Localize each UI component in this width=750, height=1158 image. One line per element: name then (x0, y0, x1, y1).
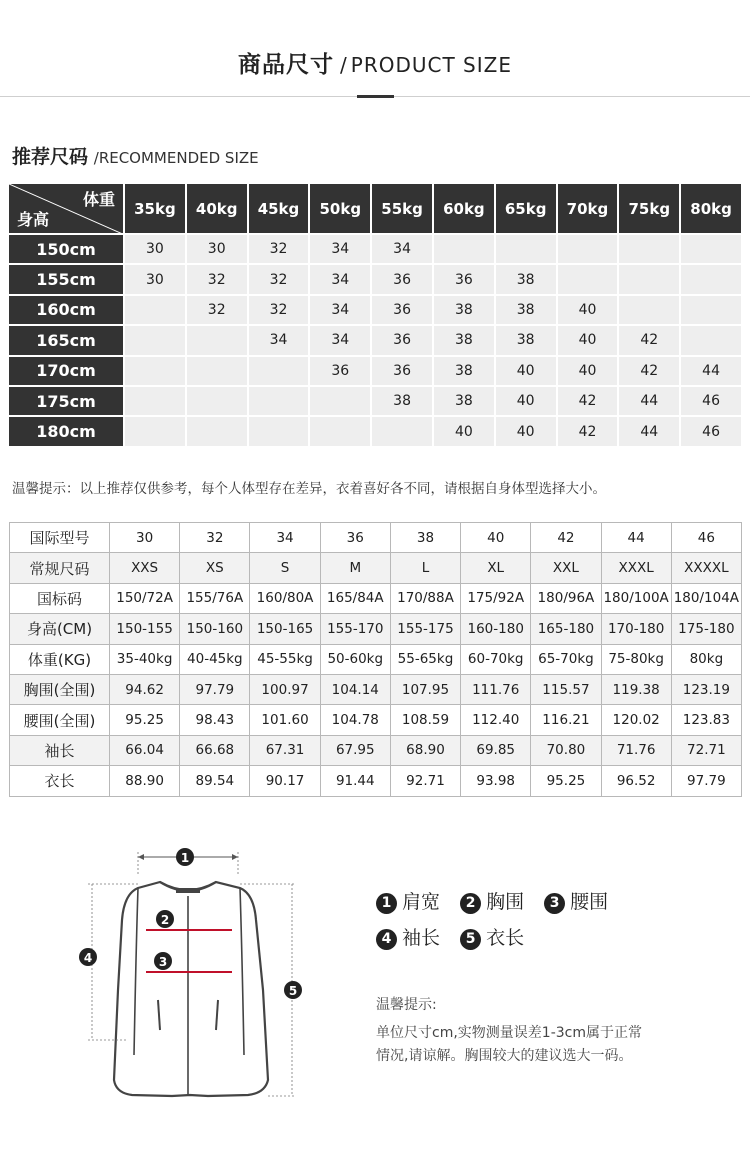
recommended-cell: 42 (558, 387, 620, 417)
recommended-cell (681, 265, 743, 295)
height-header: 150cm (9, 235, 125, 265)
tip-line-2: 情况,请谅解。胸围较大的建议选大一码。 (376, 1048, 633, 1064)
recommended-cell: 32 (187, 265, 249, 295)
chart-row (10, 523, 742, 553)
recommended-cell: 38 (434, 357, 496, 387)
marker-1-text: 1 (180, 851, 190, 865)
recommended-cell: 44 (681, 357, 743, 387)
chart-cell: 35-40kg (110, 644, 180, 674)
chart-cell: 104.14 (320, 674, 390, 704)
marker-1 (176, 848, 194, 866)
chart-cell: 44 (601, 523, 671, 553)
recommended-cell: 32 (249, 296, 311, 326)
chart-cell: 55-65kg (390, 644, 460, 674)
recommended-cell (619, 296, 681, 326)
recommended-cell: 30 (187, 235, 249, 265)
chart-cell: 150-155 (110, 614, 180, 644)
recommended-cell: 38 (496, 296, 558, 326)
chart-cell: 150/72A (110, 583, 180, 613)
chart-cell: 68.90 (390, 735, 460, 765)
chart-cell: XXXL (601, 553, 671, 583)
chart-row-label: 国标码 (10, 583, 110, 613)
chart-cell: 155/76A (180, 583, 250, 613)
height-header: 175cm (9, 387, 125, 417)
chart-cell: XXS (110, 553, 180, 583)
chart-cell: 170-180 (601, 614, 671, 644)
chart-cell: 60-70kg (461, 644, 531, 674)
weight-header: 35kg (125, 184, 187, 235)
chart-cell: 36 (320, 523, 390, 553)
recommended-cell: 40 (496, 387, 558, 417)
recommended-title (12, 144, 259, 171)
recommended-cell: 34 (310, 235, 372, 265)
recommended-cell: 30 (125, 235, 187, 265)
recommended-row (9, 296, 743, 326)
recommended-cell: 40 (558, 296, 620, 326)
marker-3 (154, 952, 172, 970)
recommended-row (9, 417, 743, 447)
recommended-cell: 34 (310, 326, 372, 356)
chart-cell: 160-180 (461, 614, 531, 644)
recommended-cell: 32 (249, 235, 311, 265)
recommended-cell: 38 (434, 326, 496, 356)
marker-5 (284, 981, 302, 999)
chart-row (10, 553, 742, 583)
height-header: 165cm (9, 326, 125, 356)
chart-row-label: 衣长 (10, 766, 110, 796)
chart-cell: 160/80A (250, 583, 320, 613)
chart-cell: 98.43 (180, 705, 250, 735)
marker-2 (156, 910, 174, 928)
chart-cell: L (390, 553, 460, 583)
recommended-cell: 46 (681, 387, 743, 417)
garment-diagram (60, 840, 320, 1110)
recommended-cell (681, 235, 743, 265)
chart-cell: 40-45kg (180, 644, 250, 674)
recommended-cell: 44 (619, 417, 681, 447)
chart-cell: 175/92A (461, 583, 531, 613)
page-title (0, 50, 750, 81)
chart-row (10, 735, 742, 765)
recommended-title-separator: / (93, 149, 99, 167)
page-title-en: PRODUCT SIZE (350, 53, 512, 77)
recommended-cell: 34 (310, 265, 372, 295)
chart-cell: 67.31 (250, 735, 320, 765)
legend-item-waist: 3 腰围 (544, 891, 608, 913)
marker-5-text: 5 (288, 984, 298, 998)
recommended-cell (372, 417, 434, 447)
chart-cell: 104.78 (320, 705, 390, 735)
chart-cell: XXXXL (671, 553, 741, 583)
chart-cell: 150-165 (250, 614, 320, 644)
chart-cell: 170/88A (390, 583, 460, 613)
chart-cell: 75-80kg (601, 644, 671, 674)
chart-cell: 71.76 (601, 735, 671, 765)
chart-cell: 180/100A (601, 583, 671, 613)
chart-cell: XXL (531, 553, 601, 583)
legend-item-length: 5 衣长 (460, 927, 524, 949)
weight-header: 75kg (619, 184, 681, 235)
header-band (0, 0, 750, 97)
recommended-cell (558, 235, 620, 265)
recommended-cell (187, 357, 249, 387)
title-underline (357, 95, 394, 98)
page-title-separator: / (340, 53, 347, 77)
recommended-cell: 34 (372, 235, 434, 265)
measurement-legend (376, 884, 622, 956)
recommended-cell (681, 326, 743, 356)
chart-cell: 180/96A (531, 583, 601, 613)
chart-cell: 119.38 (601, 674, 671, 704)
weight-header: 50kg (310, 184, 372, 235)
chart-cell: 90.17 (250, 766, 320, 796)
recommended-cell (249, 417, 311, 447)
chart-cell: 123.83 (671, 705, 741, 735)
chart-row-label: 体重(KG) (10, 644, 110, 674)
recommended-cell (125, 357, 187, 387)
chart-cell: 66.68 (180, 735, 250, 765)
chart-cell: 88.90 (110, 766, 180, 796)
chart-cell: S (250, 553, 320, 583)
chart-cell: 30 (110, 523, 180, 553)
recommended-title-zh: 推荐尺码 (12, 146, 89, 168)
chart-cell: 155-170 (320, 614, 390, 644)
chart-cell: 69.85 (461, 735, 531, 765)
recommended-cell: 36 (372, 326, 434, 356)
recommended-cell (434, 235, 496, 265)
legend-row-2 (376, 920, 622, 956)
chart-cell: 150-160 (180, 614, 250, 644)
weight-header: 65kg (496, 184, 558, 235)
chart-cell: 91.44 (320, 766, 390, 796)
recommended-cell: 40 (558, 357, 620, 387)
recommended-cell (125, 417, 187, 447)
chart-cell: 123.19 (671, 674, 741, 704)
chart-cell: 32 (180, 523, 250, 553)
height-header: 180cm (9, 417, 125, 447)
chart-cell: 115.57 (531, 674, 601, 704)
recommended-row (9, 235, 743, 265)
recommended-row (9, 387, 743, 417)
recommended-header-row (9, 184, 743, 235)
chart-cell: 155-175 (390, 614, 460, 644)
chart-cell: 38 (390, 523, 460, 553)
height-header: 155cm (9, 265, 125, 295)
chart-row-label: 身高(CM) (10, 614, 110, 644)
recommended-cell (496, 235, 558, 265)
recommended-cell: 38 (434, 387, 496, 417)
chart-cell: 94.62 (110, 674, 180, 704)
chart-cell: 97.79 (180, 674, 250, 704)
chart-row-label: 常规尺码 (10, 553, 110, 583)
recommended-cell: 32 (249, 265, 311, 295)
collar-label (176, 888, 200, 893)
chart-cell: 95.25 (531, 766, 601, 796)
chart-cell: XS (180, 553, 250, 583)
chart-cell: XL (461, 553, 531, 583)
weight-label: 体重 (82, 190, 115, 209)
recommended-cell: 36 (310, 357, 372, 387)
recommended-cell: 36 (372, 296, 434, 326)
chart-cell: 92.71 (390, 766, 460, 796)
chart-cell: 66.04 (110, 735, 180, 765)
height-header: 160cm (9, 296, 125, 326)
recommended-cell: 38 (496, 265, 558, 295)
recommended-cell (310, 417, 372, 447)
weight-header: 45kg (249, 184, 311, 235)
chart-cell: 67.95 (320, 735, 390, 765)
chart-row (10, 674, 742, 704)
chart-cell: 97.79 (671, 766, 741, 796)
recommended-cell: 42 (619, 326, 681, 356)
chart-cell: 89.54 (180, 766, 250, 796)
recommended-cell (619, 235, 681, 265)
chart-cell: 116.21 (531, 705, 601, 735)
recommended-size-grid (9, 184, 743, 448)
recommended-title-en: RECOMMENDED SIZE (98, 149, 259, 167)
recommended-cell: 44 (619, 387, 681, 417)
chart-cell: 180/104A (671, 583, 741, 613)
recommended-row (9, 265, 743, 295)
page-title-zh: 商品尺寸 (238, 52, 335, 78)
legend-item-shoulder: 1 肩宽 (376, 891, 440, 913)
recommended-cell: 40 (496, 357, 558, 387)
chart-cell: 45-55kg (250, 644, 320, 674)
recommended-cell: 38 (372, 387, 434, 417)
recommended-cell: 42 (619, 357, 681, 387)
chart-cell: 95.25 (110, 705, 180, 735)
legend-item-chest: 2 胸围 (460, 891, 524, 913)
chart-cell: 80kg (671, 644, 741, 674)
chart-cell: 72.71 (671, 735, 741, 765)
chart-cell: 34 (250, 523, 320, 553)
chart-cell: 120.02 (601, 705, 671, 735)
tip-line-1: 单位尺寸cm,实物测量误差1-3cm属于正常 (376, 1025, 642, 1041)
size-chart-table (9, 522, 742, 797)
chart-cell: 165-180 (531, 614, 601, 644)
recommended-cell: 32 (187, 296, 249, 326)
chart-cell: 40 (461, 523, 531, 553)
weight-header: 55kg (372, 184, 434, 235)
recommended-cell (249, 357, 311, 387)
recommended-cell (681, 296, 743, 326)
chart-row-label: 国际型号 (10, 523, 110, 553)
chart-cell: 112.40 (461, 705, 531, 735)
recommended-cell (249, 387, 311, 417)
recommended-cell: 40 (558, 326, 620, 356)
marker-3-text: 3 (158, 955, 168, 969)
chart-row (10, 766, 742, 796)
weight-header: 70kg (558, 184, 620, 235)
chart-cell: 70.80 (531, 735, 601, 765)
chart-cell: 107.95 (390, 674, 460, 704)
recommended-cell (187, 387, 249, 417)
recommended-cell (558, 265, 620, 295)
legend-item-sleeve: 4 袖长 (376, 927, 440, 949)
chart-cell: 50-60kg (320, 644, 390, 674)
legend-row-1 (376, 884, 622, 920)
chart-cell: 165/84A (320, 583, 390, 613)
chart-cell: 175-180 (671, 614, 741, 644)
chart-cell: 96.52 (601, 766, 671, 796)
recommended-row (9, 326, 743, 356)
recommended-cell: 34 (249, 326, 311, 356)
recommended-cell: 42 (558, 417, 620, 447)
chart-cell: 101.60 (250, 705, 320, 735)
weight-header: 80kg (681, 184, 743, 235)
chart-cell: M (320, 553, 390, 583)
chart-row-label: 袖长 (10, 735, 110, 765)
chart-cell: 65-70kg (531, 644, 601, 674)
chart-cell: 46 (671, 523, 741, 553)
recommended-cell: 40 (496, 417, 558, 447)
grid-corner-cell (9, 184, 125, 235)
recommended-cell (187, 417, 249, 447)
recommended-cell: 36 (434, 265, 496, 295)
marker-4 (79, 948, 97, 966)
recommended-cell (125, 326, 187, 356)
tip-title: 温馨提示: (376, 997, 437, 1013)
recommended-cell: 36 (372, 357, 434, 387)
marker-2-text: 2 (160, 913, 170, 927)
recommended-cell: 38 (496, 326, 558, 356)
recommended-cell: 38 (434, 296, 496, 326)
chart-row (10, 644, 742, 674)
chart-cell: 42 (531, 523, 601, 553)
recommended-cell (619, 265, 681, 295)
chart-row-label: 腰围(全围) (10, 705, 110, 735)
chart-cell: 100.97 (250, 674, 320, 704)
chart-row (10, 583, 742, 613)
recommended-cell (310, 387, 372, 417)
recommended-cell: 30 (125, 265, 187, 295)
height-label: 身高 (17, 210, 50, 229)
marker-4-text: 4 (83, 951, 93, 965)
chart-cell: 93.98 (461, 766, 531, 796)
recommended-cell (125, 387, 187, 417)
size-notice: 温馨提示：以上推荐仅供参考，每个人体型存在差异，衣着喜好各不同，请根据自身体型选择大小。 (12, 481, 606, 497)
recommended-cell (187, 326, 249, 356)
chart-row-label: 胸围(全围) (10, 674, 110, 704)
weight-header: 60kg (434, 184, 496, 235)
recommended-cell: 46 (681, 417, 743, 447)
height-header: 170cm (9, 357, 125, 387)
recommended-cell (125, 296, 187, 326)
weight-header: 40kg (187, 184, 249, 235)
chart-row (10, 614, 742, 644)
recommended-cell: 34 (310, 296, 372, 326)
chart-cell: 108.59 (390, 705, 460, 735)
recommended-row (9, 357, 743, 387)
recommended-cell: 36 (372, 265, 434, 295)
chart-cell: 111.76 (461, 674, 531, 704)
recommended-cell: 40 (434, 417, 496, 447)
chart-row (10, 705, 742, 735)
